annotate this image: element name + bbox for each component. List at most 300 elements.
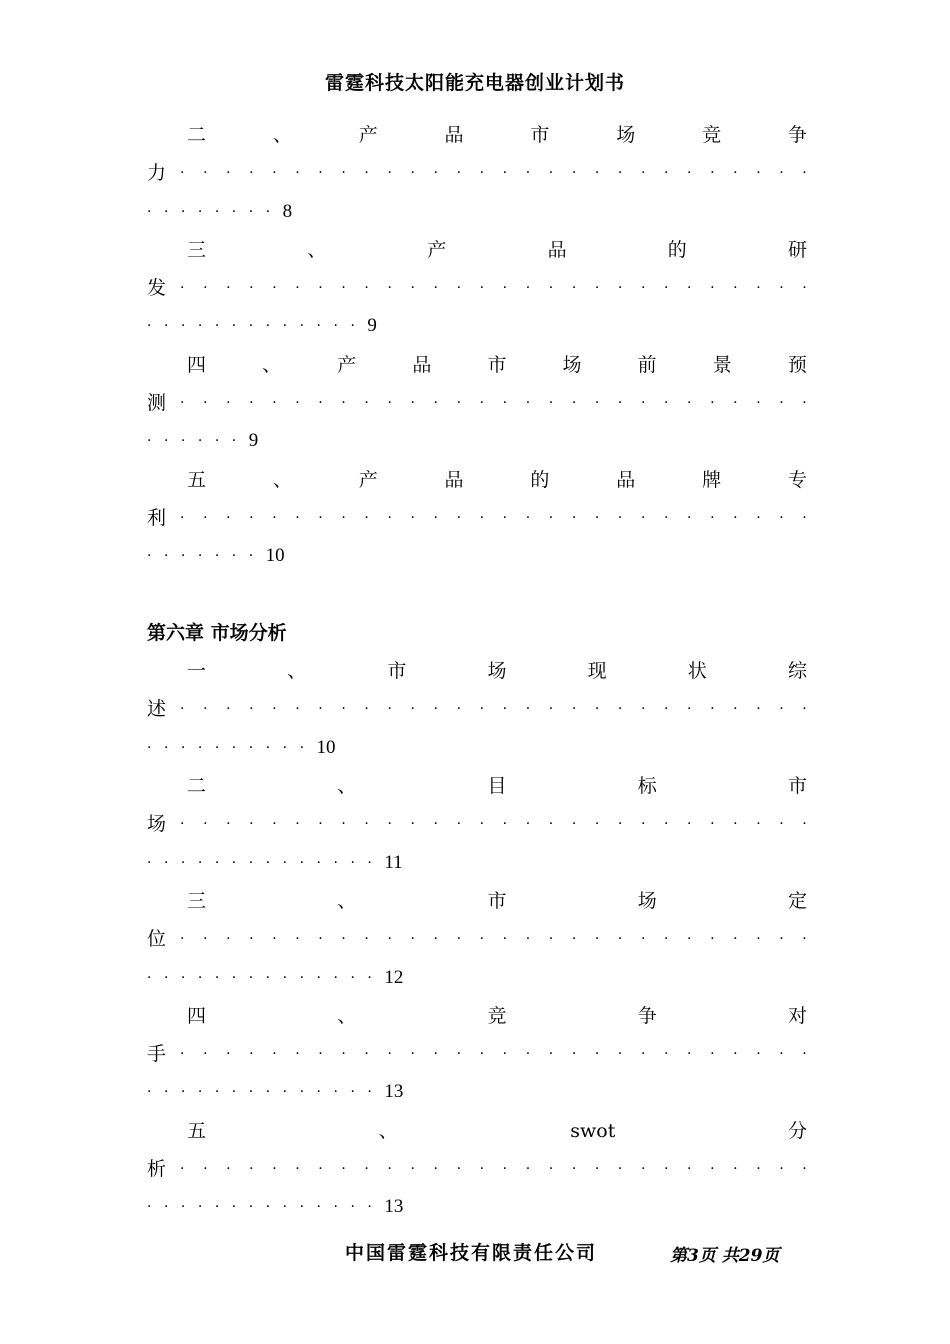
leader-dot: · (248, 1084, 254, 1101)
leader-dot: · (433, 931, 438, 948)
leader-dot: · (525, 816, 531, 833)
leader-dot: · (265, 1199, 271, 1216)
leader-dot: · (664, 1046, 669, 1063)
leader-dot: · (640, 509, 646, 526)
leader-dot: · (341, 701, 346, 718)
leader-dot: · (456, 1046, 462, 1063)
leader-dot: · (180, 395, 185, 412)
leader-dot: · (226, 509, 231, 526)
leader-dot: · (226, 280, 231, 297)
toc-entry-word: 专 (787, 468, 807, 491)
leader-dot: · (779, 931, 784, 948)
leader-dot: · (226, 1046, 231, 1063)
leader-dot: · (364, 395, 369, 412)
toc-entry-title (147, 116, 807, 154)
leader-dot: · (147, 318, 152, 335)
leader-dot: · (387, 1046, 392, 1063)
leader-dot: · (710, 816, 715, 833)
leader-dot: · (548, 1161, 554, 1178)
toc-entry-word: 、 (337, 1004, 357, 1027)
leader-dot: · (282, 318, 288, 335)
leader-dot: · (163, 548, 169, 565)
toc-entry-last-char: 场 (147, 813, 167, 836)
toc-entry-word: 产 (358, 468, 378, 491)
leader-dot: · (594, 1161, 600, 1178)
leader-dot: · (249, 701, 254, 718)
leader-dot: · (687, 816, 692, 833)
leader-dot: · (248, 739, 254, 756)
leader-dot: · (733, 816, 738, 833)
toc-entry-word: 对 (787, 1004, 807, 1027)
leader-dot: · (756, 931, 761, 948)
leader-dot: · (710, 395, 715, 412)
leader-dot: · (479, 1161, 485, 1178)
leader-dot: · (710, 165, 715, 182)
leader-dot: · (203, 1161, 208, 1178)
toc-entry-word: 场 (637, 889, 657, 912)
toc-entry-last-char: 利 (147, 506, 167, 529)
leader-dot: · (163, 969, 169, 986)
leader-dot: · (295, 1161, 300, 1178)
leader-dot: · (617, 701, 623, 718)
leader-dot: · (687, 280, 692, 297)
leader-dot: · (350, 969, 355, 986)
leader-dot: · (163, 433, 169, 450)
leader-dot: · (479, 931, 485, 948)
leader-dot: · (433, 395, 438, 412)
toc-entry-word: 产 (358, 124, 378, 146)
leader-dot: · (756, 701, 761, 718)
leader-dot: · (664, 280, 669, 297)
leader-dot: · (203, 816, 208, 833)
toc-entry-word: 的 (530, 468, 550, 491)
toc-entry-page-line (147, 844, 807, 882)
leader-dot: · (502, 1161, 508, 1178)
leader-dot: · (571, 395, 577, 412)
leader-dot: · (248, 548, 254, 565)
leader-dot: · (231, 969, 237, 986)
leader-dot: · (197, 203, 203, 220)
leader-dot: · (479, 701, 485, 718)
toc-page-number: 9 (248, 430, 259, 452)
leader-dot: · (231, 318, 237, 335)
leader-dot: · (295, 816, 300, 833)
leader-dot: · (687, 165, 692, 182)
leader-dot: · (594, 395, 600, 412)
leader-dot: · (249, 509, 254, 526)
leader-dot: · (333, 318, 338, 335)
leader-dot: · (231, 1084, 237, 1101)
leader-dot: · (299, 854, 305, 871)
leader-dot: · (502, 701, 508, 718)
toc-entry-page-line (147, 537, 807, 575)
leader-dot: · (197, 1084, 203, 1101)
leader-dot: · (203, 1046, 208, 1063)
leader-dot: · (456, 931, 462, 948)
leader-dot: · (350, 854, 355, 871)
toc-page-number: 9 (367, 315, 377, 337)
chapter-heading: 第六章 市场分析 (147, 621, 287, 644)
leader-dot: · (341, 1161, 346, 1178)
toc-entry-last-char: 测 (147, 392, 167, 415)
leader-dot: · (410, 280, 415, 297)
leader-dot: · (779, 509, 784, 526)
footer-company: 中国雷霆科技有限责任公司 (345, 1242, 598, 1264)
leader-dot: · (226, 1161, 231, 1178)
leader-dot: · (617, 165, 623, 182)
leader-dot: · (214, 1084, 220, 1101)
leader-dot: · (197, 318, 203, 335)
leader-dot: · (733, 1161, 738, 1178)
leader-dot: · (733, 165, 738, 182)
toc-entry-word: 产 (427, 238, 447, 261)
leader-dot: · (710, 931, 715, 948)
leader-dots (180, 805, 807, 843)
toc-entry-word: 一 (187, 660, 207, 683)
toc-entry-continuation (147, 154, 807, 192)
leader-dots (180, 384, 807, 422)
toc-entry-word: 二 (187, 124, 207, 146)
leader-dot: · (664, 165, 669, 182)
leader-dot: · (525, 1161, 531, 1178)
leader-dot: · (214, 203, 220, 220)
leader-dot: · (272, 816, 277, 833)
leader-dot: · (479, 165, 485, 182)
leader-dot: · (548, 1046, 554, 1063)
leader-dot: · (364, 931, 369, 948)
leader-dot: · (733, 1046, 738, 1063)
toc-entry-continuation (147, 690, 807, 728)
leader-dot: · (802, 280, 807, 297)
toc-entry-word: 牌 (702, 468, 722, 491)
leader-dot: · (456, 1161, 462, 1178)
toc-entry-word: 产 (337, 353, 357, 376)
leader-dot: · (248, 318, 254, 335)
table-of-contents (147, 116, 807, 1227)
toc-page-number: 13 (384, 1081, 404, 1103)
leader-dot: · (802, 395, 807, 412)
leader-dot: · (433, 1161, 438, 1178)
leader-dot: · (664, 1161, 669, 1178)
leader-dot: · (341, 816, 346, 833)
toc-entry-last-char: 发 (147, 277, 167, 300)
leader-dot: · (410, 931, 415, 948)
leader-dot: · (231, 739, 237, 756)
leader-dot: · (272, 280, 277, 297)
toc-entry-word: 市 (387, 660, 407, 683)
leader-dot: · (316, 854, 321, 871)
toc-entry-word: 、 (378, 1119, 398, 1142)
toc-page-number: 13 (384, 1196, 404, 1218)
leader-dot: · (248, 969, 254, 986)
leader-dot: · (367, 1199, 372, 1216)
toc-entry-continuation (147, 499, 807, 537)
leader-dot: · (341, 931, 346, 948)
leader-dot: · (571, 816, 577, 833)
leader-dot: · (802, 165, 807, 182)
leader-dot: · (571, 931, 577, 948)
toc-entry-word: 、 (337, 889, 357, 912)
leader-dot: · (779, 280, 784, 297)
leader-dot: · (502, 931, 508, 948)
leader-dot: · (197, 739, 203, 756)
toc-entry-page-line (147, 1188, 807, 1226)
leader-dot: · (756, 1046, 761, 1063)
leader-dot: · (180, 433, 186, 450)
leader-dot: · (756, 1161, 761, 1178)
leader-dot: · (333, 1084, 338, 1101)
leader-dot: · (231, 854, 237, 871)
toc-entry-word: 四 (187, 1004, 207, 1027)
leader-dot: · (350, 1199, 355, 1216)
leader-dot: · (214, 318, 220, 335)
leader-dot: · (272, 1046, 277, 1063)
leader-dot: · (282, 854, 288, 871)
leader-dot: · (387, 509, 392, 526)
toc-entry-word: 标 (637, 775, 657, 798)
leader-dot: · (318, 816, 323, 833)
toc-page-number: 10 (316, 736, 336, 758)
leader-dot: · (214, 739, 220, 756)
leader-dot: · (265, 739, 271, 756)
toc-entry-word: 综 (787, 660, 807, 683)
leader-dot: · (640, 931, 646, 948)
toc-page-number: 8 (282, 200, 293, 222)
toc-entry-title (147, 997, 807, 1035)
leader-dot: · (802, 509, 807, 526)
leader-dot: · (617, 1161, 623, 1178)
leader-dot: · (640, 701, 646, 718)
leader-dot: · (664, 395, 669, 412)
leader-dot: · (282, 969, 288, 986)
leader-dot: · (265, 854, 271, 871)
leader-dot: · (180, 854, 186, 871)
leader-dot: · (433, 280, 438, 297)
leader-dot: · (479, 395, 485, 412)
leader-dot: · (197, 1199, 203, 1216)
leader-dot: · (456, 280, 462, 297)
leader-dot: · (617, 280, 623, 297)
leader-dot: · (295, 701, 300, 718)
toc-entry-word: 景 (712, 353, 732, 376)
toc-entry-word: 二 (187, 775, 207, 798)
leader-dot: · (548, 395, 554, 412)
leader-dot: · (433, 509, 438, 526)
toc-entry-continuation (147, 1035, 807, 1073)
leader-dot: · (197, 854, 203, 871)
leader-dot: · (318, 509, 323, 526)
leader-dot: · (341, 1046, 346, 1063)
leader-dot: · (525, 165, 531, 182)
document-header: 雷霆科技太阳能充电器创业计划书 (324, 72, 625, 94)
leader-dot: · (318, 931, 323, 948)
leader-dot: · (295, 165, 300, 182)
leader-dot: · (664, 509, 669, 526)
toc-entry-page-line (147, 959, 807, 997)
leader-dot: · (295, 395, 300, 412)
leader-dot: · (525, 701, 531, 718)
leader-dot: · (548, 509, 554, 526)
toc-entry-word: 前 (637, 353, 657, 376)
leader-dot: · (571, 280, 577, 297)
leader-dot: · (525, 509, 531, 526)
leader-dot: · (197, 433, 203, 450)
leader-dot: · (479, 816, 485, 833)
toc-entry-word: 品 (547, 238, 567, 261)
toc-entry-word: 、 (272, 124, 292, 146)
leader-dot: · (364, 280, 369, 297)
toc-entry-word: 场 (616, 124, 636, 146)
leader-dot: · (710, 1161, 715, 1178)
leader-dot: · (203, 165, 208, 182)
toc-entry-continuation (147, 384, 807, 422)
toc-entry-last-char: 手 (147, 1043, 167, 1066)
leader-dot: · (214, 433, 220, 450)
toc-entry-word: 三 (187, 889, 207, 912)
leader-dot: · (226, 165, 231, 182)
leader-dot: · (387, 395, 392, 412)
leader-dot: · (341, 280, 346, 297)
leader-dot: · (231, 433, 237, 450)
leader-dot: · (548, 701, 554, 718)
leader-dot: · (299, 318, 305, 335)
leader-dot: · (525, 280, 531, 297)
leader-dot: · (163, 854, 169, 871)
leader-dot: · (265, 1084, 271, 1101)
leader-dot: · (733, 931, 738, 948)
leader-dot: · (272, 165, 277, 182)
leader-dot: · (594, 165, 600, 182)
leader-dot: · (318, 701, 323, 718)
leader-dot: · (525, 1046, 531, 1063)
toc-entry-word: 品 (616, 468, 636, 491)
leader-dot: · (756, 280, 761, 297)
leader-dot: · (594, 509, 600, 526)
toc-page-number: 12 (384, 966, 404, 988)
toc-entry-word: 定 (787, 889, 807, 912)
leader-dot: · (479, 280, 485, 297)
leader-dot: · (687, 1161, 692, 1178)
leader-dot: · (180, 509, 185, 526)
leader-dot: · (147, 969, 152, 986)
leader-dot: · (299, 1084, 305, 1101)
leader-dot: · (664, 816, 669, 833)
leader-dots (180, 499, 807, 537)
leader-dot: · (456, 395, 462, 412)
page-number: 第3页 共29页 (670, 1246, 780, 1266)
leader-dot: · (180, 969, 186, 986)
leader-dot: · (295, 931, 300, 948)
leader-dot: · (180, 739, 186, 756)
toc-entry-word: 四 (187, 353, 207, 376)
leader-dot: · (316, 318, 321, 335)
leader-dot: · (364, 165, 369, 182)
leader-dot: · (367, 1084, 372, 1101)
toc-page-number: 10 (265, 545, 285, 567)
leader-dot: · (249, 816, 254, 833)
leader-dot: · (214, 969, 220, 986)
leader-dots (180, 269, 807, 307)
toc-entry-word: 、 (337, 775, 357, 798)
leader-dot: · (249, 165, 254, 182)
toc-entry-title (147, 231, 807, 269)
toc-entry-continuation (147, 920, 807, 958)
leader-dot: · (163, 318, 169, 335)
leader-dot: · (687, 395, 692, 412)
toc-entry-word: 品 (412, 353, 432, 376)
leader-dot: · (226, 816, 231, 833)
leader-dot: · (180, 1046, 185, 1063)
leader-dot: · (802, 1161, 807, 1178)
leader-dot: · (163, 739, 169, 756)
toc-entry-continuation (147, 1150, 807, 1188)
leader-dot: · (272, 1161, 277, 1178)
leader-dot: · (410, 816, 415, 833)
leader-dot: · (318, 165, 323, 182)
leader-dot: · (594, 280, 600, 297)
leader-dot: · (316, 1084, 321, 1101)
leader-dot: · (180, 203, 186, 220)
leader-dot: · (617, 395, 623, 412)
toc-entry-title (147, 882, 807, 920)
leader-dot: · (664, 701, 669, 718)
leader-dot: · (387, 701, 392, 718)
toc-entry-title (147, 1112, 807, 1150)
leader-dot: · (249, 395, 254, 412)
leader-dot: · (640, 1161, 646, 1178)
toc-entry-page-line (147, 307, 807, 345)
leader-dot: · (333, 969, 338, 986)
leader-dot: · (318, 280, 323, 297)
leader-dot: · (364, 509, 369, 526)
leader-dot: · (180, 165, 185, 182)
leader-dot: · (180, 701, 185, 718)
toc-entry-page-line (147, 193, 807, 231)
leader-dot: · (231, 203, 237, 220)
leader-dot: · (180, 1161, 185, 1178)
leader-dot: · (272, 931, 277, 948)
leader-dot: · (163, 1084, 169, 1101)
leader-dot: · (687, 1046, 692, 1063)
leader-dot: · (333, 1199, 338, 1216)
leader-dot: · (433, 165, 438, 182)
leader-dot: · (502, 395, 508, 412)
toc-entry-title (147, 461, 807, 499)
leader-dot: · (410, 701, 415, 718)
leader-dot: · (502, 1046, 508, 1063)
leader-dot: · (272, 395, 277, 412)
leader-dot: · (387, 931, 392, 948)
leader-dot: · (548, 280, 554, 297)
toc-entry-word: 的 (667, 238, 687, 261)
toc-entry-word: 市 (530, 124, 550, 146)
leader-dot: · (733, 701, 738, 718)
leader-dots (180, 1035, 807, 1073)
leader-dot: · (756, 395, 761, 412)
leader-dot: · (249, 1046, 254, 1063)
leader-dot: · (802, 931, 807, 948)
leader-dot: · (548, 816, 554, 833)
toc-entry-word: 品 (444, 124, 464, 146)
leader-dot: · (364, 701, 369, 718)
leader-dot: · (410, 1161, 415, 1178)
leader-dot: · (295, 509, 300, 526)
leader-dot: · (203, 931, 208, 948)
leader-dot: · (571, 701, 577, 718)
leader-dot: · (617, 509, 623, 526)
leader-dot: · (282, 1199, 288, 1216)
leader-dot: · (180, 931, 185, 948)
